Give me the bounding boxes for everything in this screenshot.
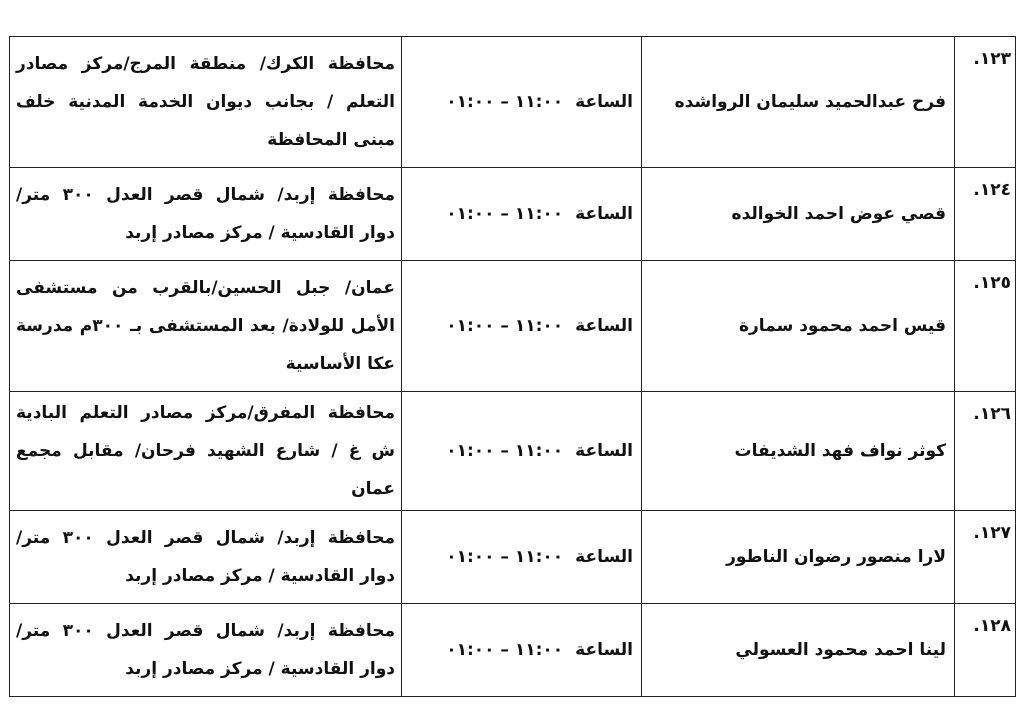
exam-location: عمان/ جبل الحسين/بالقرب من مستشفى الأمل للولادة/ بعد المستشفى بـ ٣٠٠م مدرسة عكا الأساسية	[10, 261, 402, 392]
time-cell	[402, 604, 642, 697]
time-label: الساعة	[575, 316, 633, 336]
time-cell	[402, 37, 642, 168]
time-range: ١١:٠٠ – ٠١:٠٠	[446, 640, 564, 660]
table-row	[10, 511, 1016, 604]
time-label: الساعة	[575, 92, 633, 112]
exam-location: محافظة المفرق/مركز مصادر التعلم البادية ش غ / شارع الشهيد فرحان/ مقابل مجمع عمان	[10, 392, 402, 511]
row-number: ١٢٨.	[955, 604, 1016, 697]
time-range: ١١:٠٠ – ٠١:٠٠	[446, 547, 564, 567]
person-name: فرح عبدالحميد سليمان الرواشده	[642, 37, 955, 168]
time-label: الساعة	[575, 547, 633, 567]
person-name: قصي عوض احمد الخوالده	[642, 168, 955, 261]
time-label: الساعة	[575, 204, 633, 224]
time-range: ١١:٠٠ – ٠١:٠٠	[446, 204, 564, 224]
time-range: ١١:٠٠ – ٠١:٠٠	[446, 92, 564, 112]
row-number: ١٢٤.	[955, 168, 1016, 261]
exam-location: محافظة إربد/ شمال قصر العدل ٣٠٠ متر/ دوار القادسية / مركز مصادر إربد	[10, 168, 402, 261]
time-label: الساعة	[575, 441, 633, 461]
table-row	[10, 604, 1016, 697]
person-name: لارا منصور رضوان الناطور	[642, 511, 955, 604]
row-number: ١٢٥.	[955, 261, 1016, 392]
document-page	[9, 36, 1015, 697]
time-cell	[402, 168, 642, 261]
row-number: ١٢٦.	[955, 392, 1016, 511]
time-cell	[402, 392, 642, 511]
time-label: الساعة	[575, 640, 633, 660]
exam-location: محافظة الكرك/ منطقة المرج/مركز مصادر التعلم / بجانب ديوان الخدمة المدنية خلف مبنى المحافظة	[10, 37, 402, 168]
person-name: لينا احمد محمود العسولي	[642, 604, 955, 697]
row-number: ١٢٧.	[955, 511, 1016, 604]
person-name: قيس احمد محمود سمارة	[642, 261, 955, 392]
exam-location: محافظة إربد/ شمال قصر العدل ٣٠٠ متر/ دوار القادسية / مركز مصادر إربد	[10, 511, 402, 604]
time-cell	[402, 261, 642, 392]
time-range: ١١:٠٠ – ٠١:٠٠	[446, 441, 564, 461]
schedule-table	[9, 36, 1016, 697]
person-name: كوثر نواف فهد الشديفات	[642, 392, 955, 511]
table-row	[10, 392, 1016, 511]
table-row	[10, 37, 1016, 168]
time-cell	[402, 511, 642, 604]
time-range: ١١:٠٠ – ٠١:٠٠	[446, 316, 564, 336]
row-number: ١٢٣.	[955, 37, 1016, 168]
table-row	[10, 168, 1016, 261]
exam-location: محافظة إربد/ شمال قصر العدل ٣٠٠ متر/ دوار القادسية / مركز مصادر إربد	[10, 604, 402, 697]
table-row	[10, 261, 1016, 392]
